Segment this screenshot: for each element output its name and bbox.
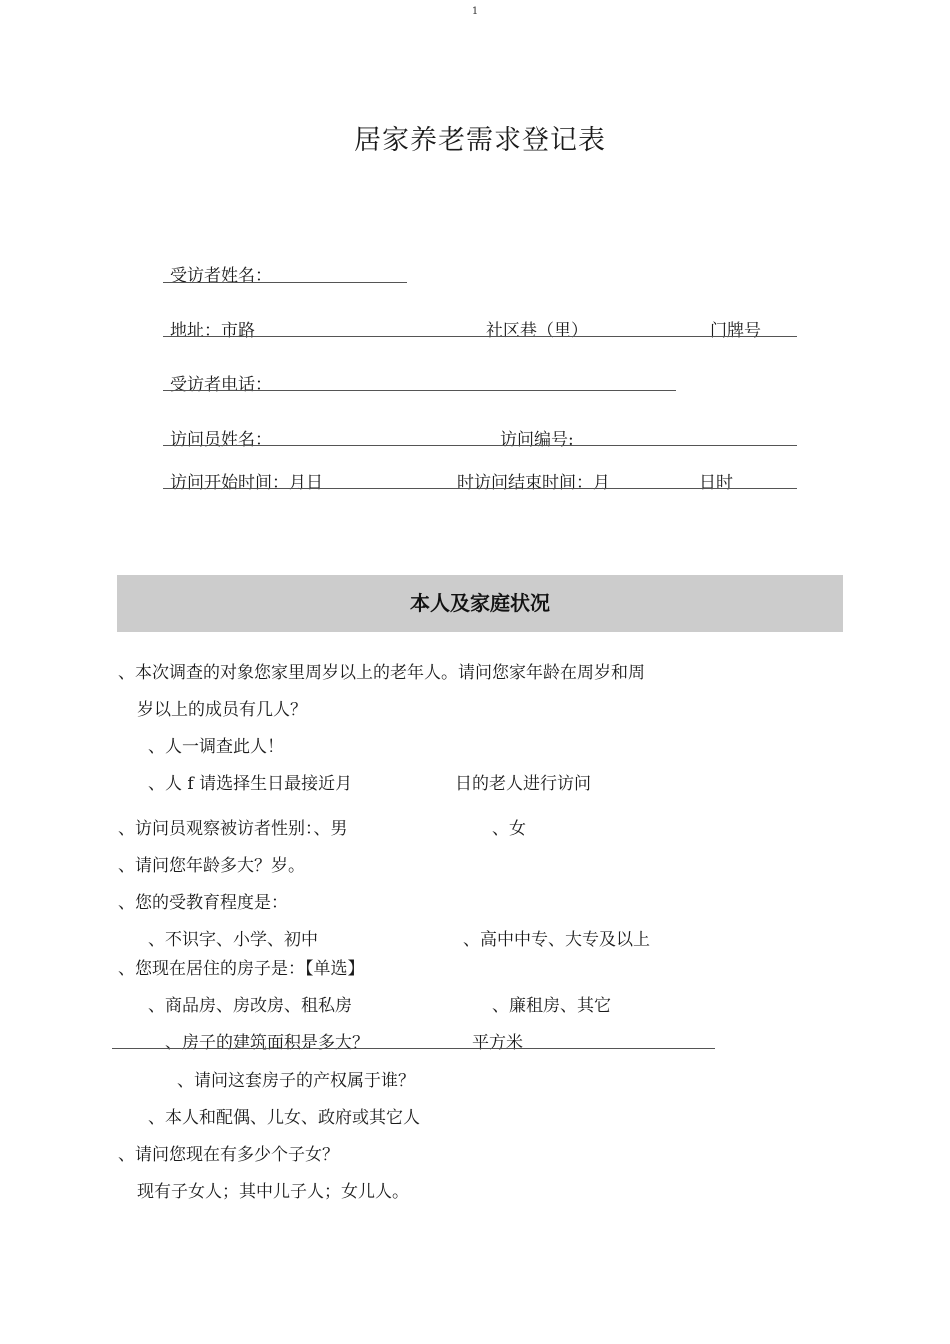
- address-label: 地址：市路: [170, 321, 255, 341]
- question-5-options-a[interactable]: 、商品房、房改房、租私房: [148, 996, 352, 1016]
- end-time-label: 时访问结束时间：月: [457, 473, 610, 493]
- interviewee-phone-label: 受访者电话：: [170, 375, 272, 395]
- question-4-options-b[interactable]: 、高中中专、大专及以上: [463, 930, 650, 950]
- question-7-options[interactable]: 、本人和配偶、儿女、政府或其它人: [148, 1108, 420, 1128]
- end-day-label: 日时: [699, 473, 733, 493]
- question-5-options-b[interactable]: 、廉租房、其它: [492, 996, 611, 1016]
- question-2-option-female[interactable]: 、女: [492, 819, 526, 839]
- question-1-option-2-cont: 日的老人进行访问: [455, 774, 591, 794]
- question-6-line[interactable]: [112, 1048, 715, 1049]
- question-2[interactable]: 、访问员观察被访者性别：、男: [118, 819, 348, 839]
- question-4-options-a[interactable]: 、不识字、小学、初中: [148, 930, 318, 950]
- section-title: 本人及家庭状况: [410, 591, 550, 615]
- interviewer-name-label: 访问员姓名：: [170, 430, 272, 450]
- interviewee-name-label: 受访者姓名：: [170, 266, 272, 286]
- question-7: 、请问这套房子的产权属于谁？: [177, 1071, 415, 1091]
- section-banner: [117, 575, 843, 632]
- question-6: 、房子的建筑面积是多大？: [165, 1033, 369, 1053]
- community-label: 社区巷（里）: [486, 321, 588, 341]
- form-title: 居家养老需求登记表: [354, 125, 606, 156]
- start-time-label: 访问开始时间：月日: [170, 473, 323, 493]
- question-1-option-2[interactable]: 、人 f 请选择生日最接近月: [148, 774, 353, 794]
- visit-id-label: 访问编号:: [500, 430, 574, 450]
- address-line[interactable]: [163, 336, 797, 337]
- page-number: 1: [471, 6, 479, 17]
- question-1-line-1: 、本次调查的对象您家里周岁以上的老年人。请问您家年龄在周岁和周: [118, 663, 645, 683]
- question-5: 、您现在居住的房子是：【单选】: [118, 959, 365, 979]
- question-1-option-1[interactable]: 、人一调查此人！: [148, 737, 284, 757]
- question-8: 、请问您现在有多少个子女？: [118, 1145, 339, 1165]
- interviewee-name-line[interactable]: [163, 282, 407, 283]
- house-number-label: 门牌号: [710, 321, 761, 341]
- question-6-unit: 平方米: [472, 1033, 523, 1053]
- interviewer-line[interactable]: [163, 445, 797, 446]
- interviewee-phone-line[interactable]: [163, 390, 676, 391]
- time-line[interactable]: [163, 488, 797, 489]
- question-4: 、您的受教育程度是：: [118, 893, 288, 913]
- question-8-detail: 现有子女人；其中儿子人；女儿人。: [137, 1182, 409, 1202]
- question-1-line-2: 岁以上的成员有几人？: [137, 700, 307, 720]
- question-3: 、请问您年龄多大？岁。: [118, 856, 305, 876]
